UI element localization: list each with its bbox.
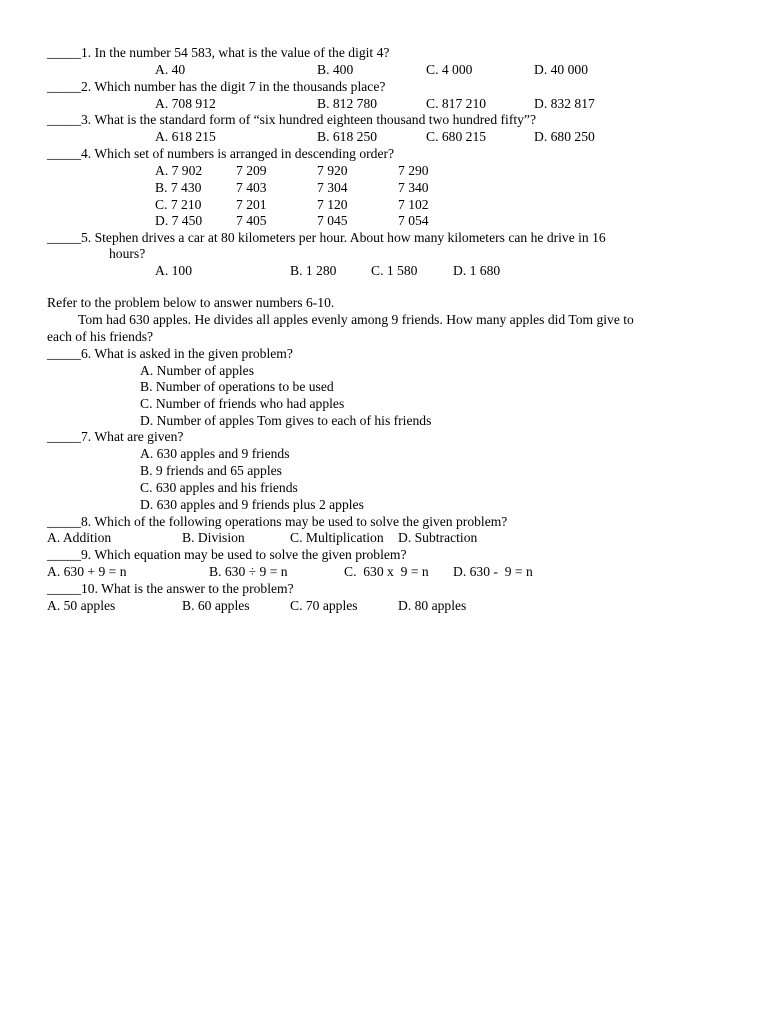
q6-stem: _____6. What is asked in the given problem? <box>47 346 293 361</box>
q4-option-b: B. 7 430 <box>155 180 202 195</box>
refer-instruction: Refer to the problem below to answer numbers 6-10. <box>47 295 335 310</box>
q7-option-c: C. 630 apples and his friends <box>140 480 298 495</box>
q5-stem: _____5. Stephen drives a car at 80 kilometers per hour. About how many kilometers can he drive in 16 <box>47 230 606 245</box>
q6-option-b: B. Number of operations to be used <box>140 379 334 394</box>
q4-option-a-value: 7 209 <box>236 163 267 178</box>
q4-option-c-value: 7 102 <box>398 197 429 212</box>
q5-stem-continued: hours? <box>109 246 146 261</box>
q4-option-b-value: 7 304 <box>317 180 348 195</box>
q6-option-d: D. Number of apples Tom gives to each of his friends <box>140 413 432 428</box>
q3-option-a: A. 618 215 <box>155 129 216 144</box>
q4-option-c: C. 7 210 <box>155 197 202 212</box>
q10-option-c: C. 70 apples <box>290 598 358 613</box>
q9-stem: _____9. Which equation may be used to solve the given problem? <box>47 547 407 562</box>
q5-option-b: B. 1 280 <box>290 263 337 278</box>
q9-option-d: D. 630 - 9 = n <box>453 564 533 579</box>
q4-option-d-value: 7 045 <box>317 213 348 228</box>
q1-option-d: D. 40 000 <box>534 62 588 77</box>
q4-option-c-value: 7 120 <box>317 197 348 212</box>
q8-option-b: B. Division <box>182 530 245 545</box>
q7-stem: _____7. What are given? <box>47 429 184 444</box>
q10-option-b: B. 60 apples <box>182 598 250 613</box>
q1-option-a: A. 40 <box>155 62 186 77</box>
q9-option-a: A. 630 + 9 = n <box>47 564 127 579</box>
q4-option-c-value: 7 201 <box>236 197 267 212</box>
q4-stem: _____4. Which set of numbers is arranged in descending order? <box>47 146 395 161</box>
q9-option-b: B. 630 ÷ 9 = n <box>209 564 288 579</box>
q7-option-a: A. 630 apples and 9 friends <box>140 446 290 461</box>
q9-option-c: C. 630 x 9 = n <box>344 564 429 579</box>
q4-option-d-value: 7 405 <box>236 213 267 228</box>
q8-option-c: C. Multiplication <box>290 530 384 545</box>
q3-option-b: B. 618 250 <box>317 129 378 144</box>
q8-stem: _____8. Which of the following operations may be used to solve the given problem? <box>47 514 508 529</box>
q10-option-a: A. 50 apples <box>47 598 116 613</box>
q10-option-d: D. 80 apples <box>398 598 467 613</box>
q5-option-a: A. 100 <box>155 263 193 278</box>
q8-option-a: A. Addition <box>47 530 112 545</box>
q5-option-c: C. 1 580 <box>371 263 418 278</box>
q4-option-a-value: 7 920 <box>317 163 348 178</box>
q1-stem: _____1. In the number 54 583, what is the value of the digit 4? <box>47 45 390 60</box>
q2-stem: _____2. Which number has the digit 7 in the thousands place? <box>47 79 386 94</box>
q2-option-b: B. 812 780 <box>317 96 378 111</box>
q1-option-c: C. 4 000 <box>426 62 473 77</box>
q2-option-c: C. 817 210 <box>426 96 487 111</box>
q3-stem: _____3. What is the standard form of “six hundred eighteen thousand two hundred fifty”? <box>47 112 537 127</box>
q4-option-a-value: 7 290 <box>398 163 429 178</box>
q6-option-a: A. Number of apples <box>140 363 255 378</box>
q7-option-d: D. 630 apples and 9 friends plus 2 apples <box>140 497 364 512</box>
q4-option-a: A. 7 902 <box>155 163 203 178</box>
problem-text-line-2: each of his friends? <box>47 329 154 344</box>
q4-option-b-value: 7 340 <box>398 180 429 195</box>
q3-option-c: C. 680 215 <box>426 129 487 144</box>
q1-option-b: B. 400 <box>317 62 354 77</box>
problem-text-line-1: Tom had 630 apples. He divides all apples evenly among 9 friends. How many apples did Tom give to <box>78 312 634 327</box>
q4-option-d-value: 7 054 <box>398 213 429 228</box>
q8-option-d: D. Subtraction <box>398 530 478 545</box>
q2-option-d: D. 832 817 <box>534 96 595 111</box>
q3-option-d: D. 680 250 <box>534 129 595 144</box>
q6-option-c: C. Number of friends who had apples <box>140 396 345 411</box>
q4-option-d: D. 7 450 <box>155 213 203 228</box>
q5-option-d: D. 1 680 <box>453 263 501 278</box>
q10-stem: _____10. What is the answer to the problem? <box>47 581 294 596</box>
q4-option-b-value: 7 403 <box>236 180 267 195</box>
q7-option-b: B. 9 friends and 65 apples <box>140 463 282 478</box>
q2-option-a: A. 708 912 <box>155 96 216 111</box>
